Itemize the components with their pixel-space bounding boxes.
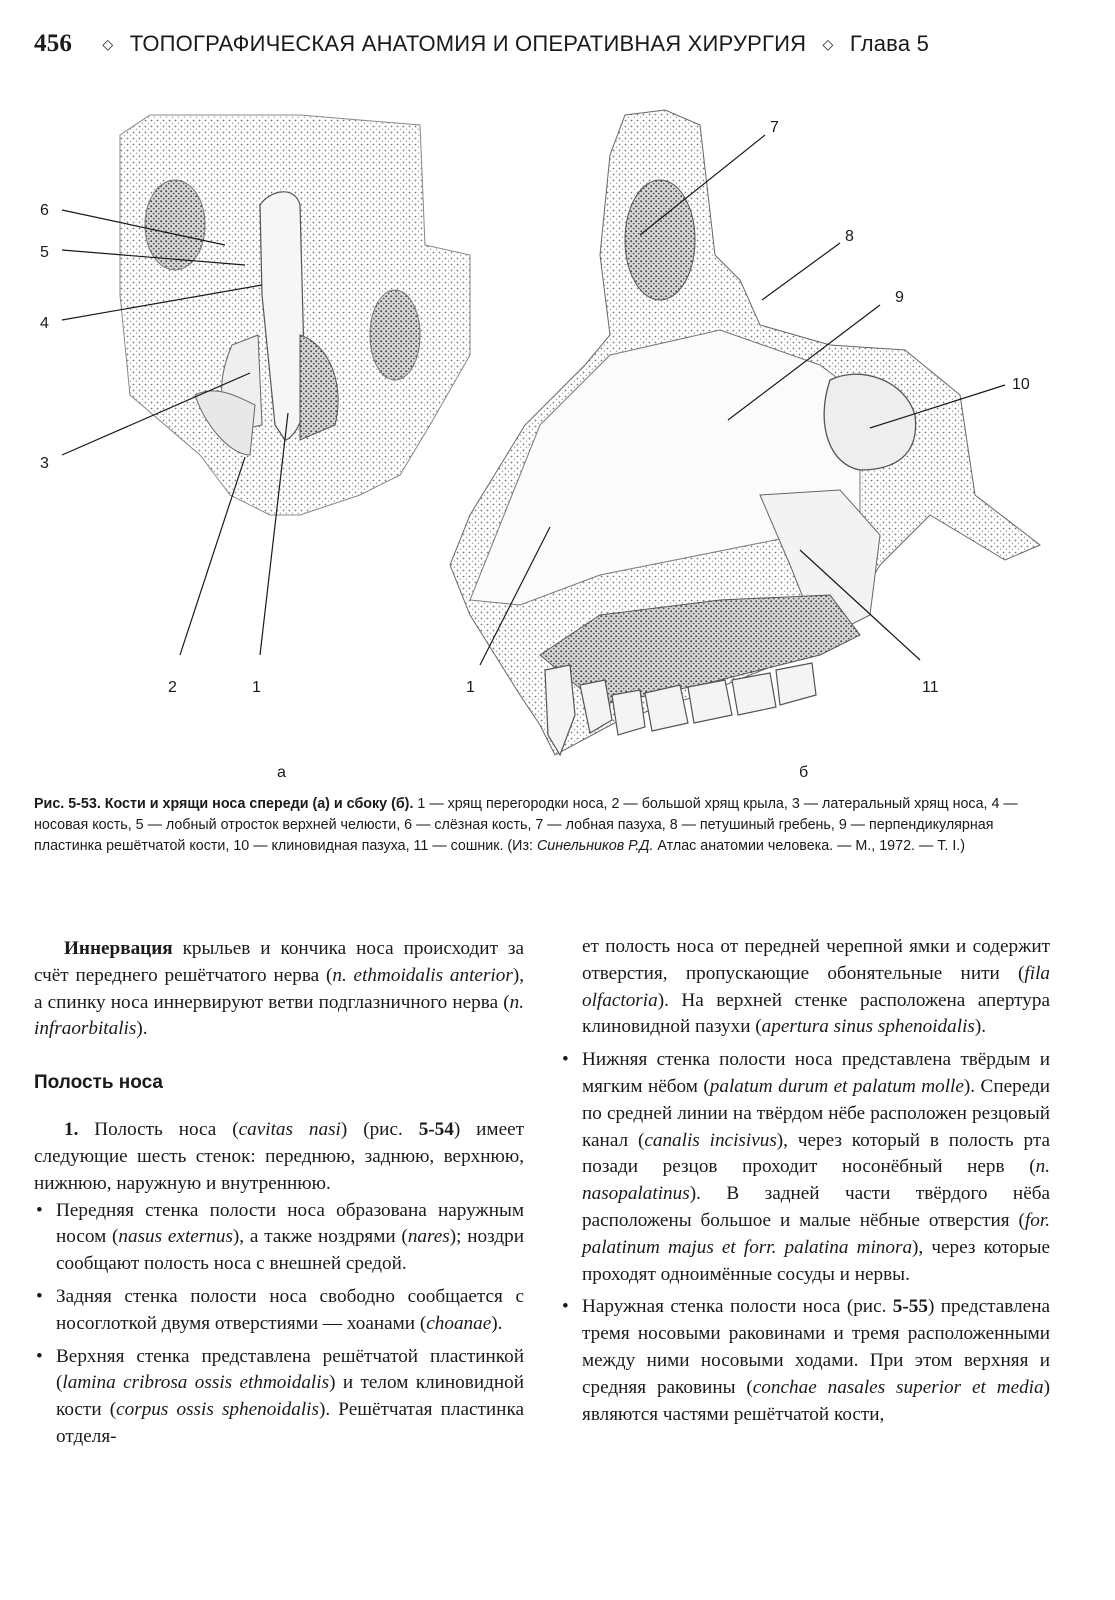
paragraph-text: Верхняя стенка представлена решётчатой пластинкой ( bbox=[56, 1345, 524, 1394]
list-item bbox=[560, 1047, 1050, 1288]
paragraph-text: ). Решётчатая пластинка отделя- bbox=[56, 1399, 524, 1447]
list-item bbox=[34, 1284, 524, 1338]
caption-source-rest: Атлас анатомии человека. — М., 1972. — Т. I.) bbox=[653, 838, 966, 854]
panel-a-label: 2 bbox=[168, 679, 177, 696]
paragraph-text: ) (рис. bbox=[340, 1119, 419, 1141]
latin-term: for. palatinum majus et forr. palatina minora bbox=[582, 1209, 1050, 1258]
paragraph-text: ). В задней части твёрдого нёба расположены большое и малые нёбные отверстия ( bbox=[582, 1183, 1050, 1231]
panel-a-label: 1 bbox=[252, 679, 261, 696]
paragraph-text: ) являются частями решётчатой кости, bbox=[582, 1376, 1050, 1425]
paragraph-text: Полость носа ( bbox=[78, 1119, 239, 1141]
paragraph-text: ) представлена тремя носовыми раковинами и тремя расположенными между ними носовыми ходами. При этом верхняя и средняя раковины ( bbox=[582, 1296, 1050, 1398]
caption-text: 1 — хрящ перегородки носа, 2 — большой хрящ крыла, 3 — латеральный хрящ носа, 4 — носовая кость, 5 — лобный отросток верхней челюсти, 6 — слёзная кость, 7 — лобная пазуха, 8 — петушиный гребень, 9 — перпендикулярная пластинка решётчатой кости, 10 — клиновидная пазуха, 11 — сошник. (Из: bbox=[34, 796, 1018, 854]
continued-paragraph bbox=[560, 934, 1050, 1041]
figure-reference: 5-55 bbox=[892, 1296, 928, 1318]
panel-b-label: 10 bbox=[1012, 376, 1030, 393]
latin-term: lamina cribrosa ossis ethmoidalis bbox=[62, 1372, 330, 1394]
paragraph-text: Нижняя стенка полости носа представлена твёрдым и мягким нёбом ( bbox=[582, 1049, 1050, 1097]
paragraph-text: ), через которые проходят одноимённые сосуды и нервы. bbox=[582, 1236, 1050, 1285]
innervation-lead: Иннервация bbox=[64, 938, 173, 959]
left-column bbox=[34, 936, 524, 1457]
panel-a-label: 5 bbox=[40, 244, 49, 261]
list-item bbox=[34, 1344, 524, 1451]
panel-b-label: 1 bbox=[466, 679, 475, 696]
latin-term: nares bbox=[407, 1226, 450, 1248]
paragraph-text: Наружная стенка полости носа (рис. bbox=[582, 1296, 893, 1318]
paragraph-text: ). Спереди по средней линии на твёрдом нёбе расположен резцовый канал ( bbox=[582, 1075, 1050, 1151]
latin-term: n. nasopalatinus bbox=[582, 1156, 1050, 1205]
latin-term: cavitas nasi bbox=[238, 1119, 341, 1141]
walls-list bbox=[34, 1198, 524, 1451]
paragraph-text: ), через который в полость рта позади резцов проходит носонёбный нерв ( bbox=[582, 1129, 1051, 1178]
panel-b-label: 11 bbox=[922, 679, 939, 696]
section-heading: Полость носа bbox=[34, 1072, 163, 1094]
chapter-label: Глава 5 bbox=[849, 31, 930, 56]
list-item bbox=[34, 1198, 524, 1278]
paragraph-number: 1. bbox=[64, 1119, 79, 1141]
panel-a-drawing bbox=[120, 115, 470, 515]
latin-term: canalis incisivus bbox=[644, 1129, 777, 1151]
panel-a-label: 6 bbox=[40, 202, 49, 219]
running-header bbox=[34, 30, 1074, 66]
paragraph-text: ). bbox=[974, 1016, 987, 1038]
walls-list-continued bbox=[560, 1047, 1050, 1428]
paragraph-text: ). На верхней стенке расположена апертура клиновидной пазухи ( bbox=[582, 989, 1050, 1038]
right-column bbox=[560, 934, 1050, 1434]
panel-a-label: 4 bbox=[40, 315, 49, 332]
latin-term: n. ethmoidalis anterior bbox=[332, 964, 513, 986]
figure-reference: 5-54 bbox=[418, 1119, 454, 1141]
latin-term: n. infraorbitalis bbox=[34, 991, 524, 1040]
panel-b-letter: б bbox=[799, 764, 809, 781]
paragraph-text: ) имеет следующие шесть стенок: переднюю, заднюю, верхнюю, нижнюю, наружную и внутреннюю. bbox=[34, 1119, 524, 1194]
book-title: ТОПОГРАФИЧЕСКАЯ АНАТОМИЯ И ОПЕРАТИВНАЯ ХИРУРГИЯ bbox=[129, 31, 807, 56]
latin-term: fila olfactoria bbox=[582, 962, 1050, 1011]
latin-term: conchae nasales superior et media bbox=[752, 1376, 1044, 1398]
latin-term: palatum durum et palatum molle bbox=[709, 1075, 964, 1097]
latin-term: corpus ossis sphenoidalis bbox=[116, 1399, 319, 1421]
paragraph-text: ). bbox=[136, 1018, 148, 1040]
paragraph-text: ); ноздри сообщают полость носа с внешней средой. bbox=[56, 1226, 524, 1275]
figure-nose-bones bbox=[0, 95, 1115, 790]
caption-title: Рис. 5-53. Кости и хрящи носа спереди (а) и сбоку (б). bbox=[34, 796, 414, 812]
latin-term: apertura sinus sphenoidalis bbox=[761, 1016, 975, 1038]
list-item bbox=[560, 1294, 1050, 1428]
walls-paragraph bbox=[34, 1117, 524, 1197]
figure-caption bbox=[34, 794, 1052, 857]
paragraph-text: ), а спинку носа иннервируют ветви подглазничного нерва ( bbox=[34, 964, 524, 1013]
paragraph-text: ). bbox=[491, 1312, 503, 1334]
paragraph-text: крыльев и кончика носа происходит за счёт переднего решётчатого нерва ( bbox=[34, 938, 524, 986]
paragraph-text: ), а также ноздрями ( bbox=[232, 1226, 408, 1248]
latin-term: choanae bbox=[426, 1312, 492, 1334]
panel-a-letter: а bbox=[277, 764, 286, 781]
panel-b-label: 7 bbox=[770, 119, 779, 136]
page-number: 456 bbox=[34, 30, 73, 57]
innervation-paragraph bbox=[34, 936, 524, 1043]
paragraph-text: Задняя стенка полости носа свободно сообщается с носоглоткой двумя отверстиями — хоанами ( bbox=[56, 1285, 524, 1334]
caption-source-author: Синельников Р.Д. bbox=[536, 838, 654, 854]
paragraph-text: ) и телом клиновидной кости ( bbox=[56, 1372, 524, 1421]
paragraph-text: ет полость носа от передней черепной ямки и содержит отверстия, пропускающие обонятельные нити ( bbox=[582, 936, 1050, 984]
panel-b-label: 8 bbox=[845, 228, 854, 245]
diamond-icon: ◇ bbox=[822, 36, 834, 52]
latin-term: nasus externus bbox=[118, 1226, 233, 1248]
panel-a-label: 3 bbox=[40, 455, 49, 472]
panel-b-drawing bbox=[450, 110, 1040, 755]
panel-b-label: 9 bbox=[895, 289, 904, 306]
paragraph-text: Передняя стенка полости носа образована наружным носом ( bbox=[56, 1199, 524, 1248]
diamond-icon: ◇ bbox=[102, 36, 114, 52]
